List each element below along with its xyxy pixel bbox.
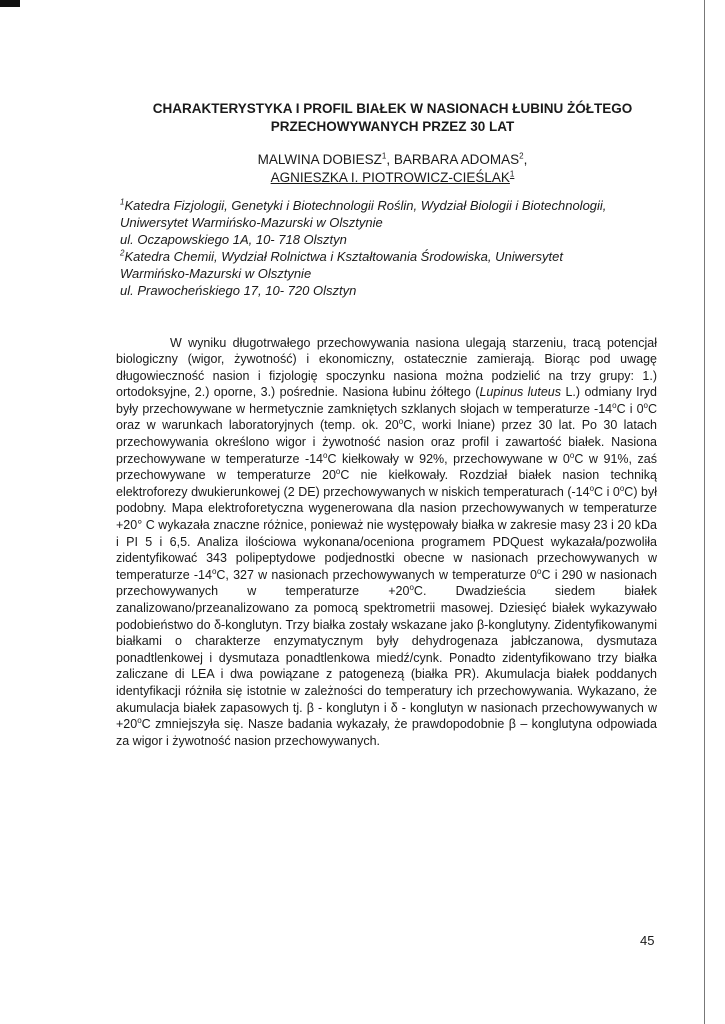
authors-line-1 [100, 151, 685, 169]
affiliation-1-address: ul. Oczapowskiego 1A, 10- 718 Olsztyn [120, 232, 347, 247]
degree-mark: o [643, 400, 648, 410]
degree-mark: o [537, 566, 542, 576]
authors-line-2 [100, 169, 685, 187]
author-separator: , [386, 152, 394, 167]
degree-mark: o [211, 566, 217, 576]
abstract-paragraph [116, 335, 657, 750]
author-2: BARBARA ADOMAS [393, 152, 520, 167]
author-3-affiliation-mark: 1 [509, 169, 515, 179]
abstract-text: C i 0 [594, 484, 620, 499]
degree-mark: o [335, 467, 341, 477]
author-2-affiliation-mark: 2 [519, 151, 524, 161]
author-1: MALWINA DOBIESZ [257, 152, 382, 167]
author-comma: , [523, 152, 528, 167]
affiliation-2-mark: 2 [120, 248, 125, 258]
degree-mark: o [619, 483, 625, 493]
affiliation-1-text: Katedra Fizjologii, Genetyki i Biotechnologii Roślin, Wydział Biologii i Biotechnologii, [124, 198, 607, 213]
affiliation-1-line-1 [120, 197, 680, 214]
affiliation-2-line-1 [120, 248, 680, 265]
affiliation-1-mark: 1 [120, 197, 125, 207]
scan-corner-mark [0, 0, 20, 7]
abstract-text: C, worki lniane) przez 30 lat. Po 30 latach przechowywania określono wigor i żywotność nasion oraz profil i zawartość białek. Nasiona przechowywane w temperaturze -14 [116, 418, 657, 466]
abstract-text: C oraz w warunkach laboratoryjnych (temp. ok. 20 [116, 401, 657, 433]
abstract-text: L.) odmiany Iryd były przechowywane w hermetycznie zamkniętych szklanych słojach w temperaturze -14 [116, 385, 657, 416]
abstract-text: C w 91%, zaś przechowywane w temperaturze 20 [116, 451, 657, 483]
abstract-text: C) był podobny. Mapa elektroforetyczna wygenerowana dla nasion przechowywanych w temperaturze +20° C wykazała znaczne różnice, ponieważ nie występowały białka w zakresie masy 23 i 20 kDa i PI 5 i 6,5. Analiza ilościowa wykonana/oceniona programem PDQuest wykazała/pozwoliła zidentyfikować 343 polipeptydowe podjednostki obecne w nasionach przechowywanych w temperaturze -14 [116, 484, 657, 582]
scan-edge-line [704, 0, 705, 1024]
title-line-1: CHARAKTERYSTYKA I PROFIL BIAŁEK W NASIONACH ŁUBINU ŻÓŁTEGO [152, 101, 633, 116]
degree-mark: o [589, 483, 595, 493]
affiliation-1-line-2: Uniwersytet Warmińsko-Mazurski w Olsztynie [120, 215, 383, 230]
affiliation-2-text: Katedra Chemii, Wydział Rolnictwa i Kształtowania Środowiska, Uniwersytet [124, 249, 564, 264]
abstract-text: C zmniejszyła się. Nasze badania wykazały, że prawdopodobnie β – konglutyna odpowiada za wigor i żywotność nasion przechowywanych. [116, 717, 657, 748]
affiliations [120, 197, 680, 299]
abstract-text: C. Dwadzieścia siedem białek zanalizowano/przeanalizowano za pomocą spektrometrii masowej. Dziesięć białek wykazywało podobieństwo do δ-konglutyn. Trzy białka zostały wskazane jako β-konglutyny. Zidentyfikowanymi białkami o charakterze enzymatycznym były dehydrogenaza jabłczanowa, dysmutaza ponadtlenkowej i dysmutaza ponadtlenkowa miedź/cynk. Ponadto zidentyfikowano trzy białka zaliczane di LEA i dwa powiązane z patogenezą (białka PR). Akumulacja białek poddanych identyfikacji różniła się istotnie w zależności do temperatury ich przechowywania. Wykazano, że akumulacja białek zapasowych tj. β - konglutyn i δ - konglutyn w nasionach przechowywanych w +20 [116, 584, 657, 732]
abstract-text: W wyniku długotrwałego przechowywania nasiona ulegają starzeniu, tracą potencjał biologiczny (wigor, żywotność) i ekonomiczny, ostatecznie zamierają. Biorąc pod uwagę długowieczność nasion i fizjologię spoczynku nasiona można podzielić na trzy grupy: 1.) ortodoksyjne, 2.) oporne, 3.) pośrednie. Nasiona łubinu żółtego ( [116, 335, 657, 400]
author-list [100, 151, 685, 187]
degree-mark: o [409, 583, 414, 593]
abstract-text: C, 327 w nasionach przechowywanych w temperaturze 0 [216, 567, 538, 582]
affiliation-2-line-2: Warmińsko-Mazurski w Olsztynie [120, 266, 312, 281]
affiliation-2-address: ul. Prawocheńskiego 17, 10- 720 Olsztyn [120, 283, 357, 298]
title-line-2: PRZECHOWYWANYCH PRZEZ 30 LAT [270, 119, 515, 134]
author-1-affiliation-mark: 1 [381, 151, 387, 161]
degree-mark: o [398, 417, 404, 427]
abstract-text: C i 290 w nasionach przechowywanych w temperaturze +20 [116, 567, 657, 599]
abstract-text: C kiełkowały w 92%, przechowywane w 0 [327, 451, 570, 466]
page-number: 45 [640, 933, 655, 948]
degree-mark: o [569, 450, 575, 460]
abstract-text: C i 0 [616, 401, 644, 416]
abstract-text: C nie kiełkowały. Rozdział białek nasion techniką elektroforezy dwukierunkowej (2 DE) przechowywanych w niskich temperaturach (-14 [116, 468, 658, 499]
paper-title [100, 100, 685, 136]
species-name: Lupinus luteus [479, 385, 562, 400]
degree-mark: o [612, 400, 617, 410]
degree-mark: o [137, 716, 142, 725]
degree-mark: o [323, 450, 328, 460]
author-3: AGNIESZKA I. PIOTROWICZ-CIEŚLAK [270, 170, 510, 185]
